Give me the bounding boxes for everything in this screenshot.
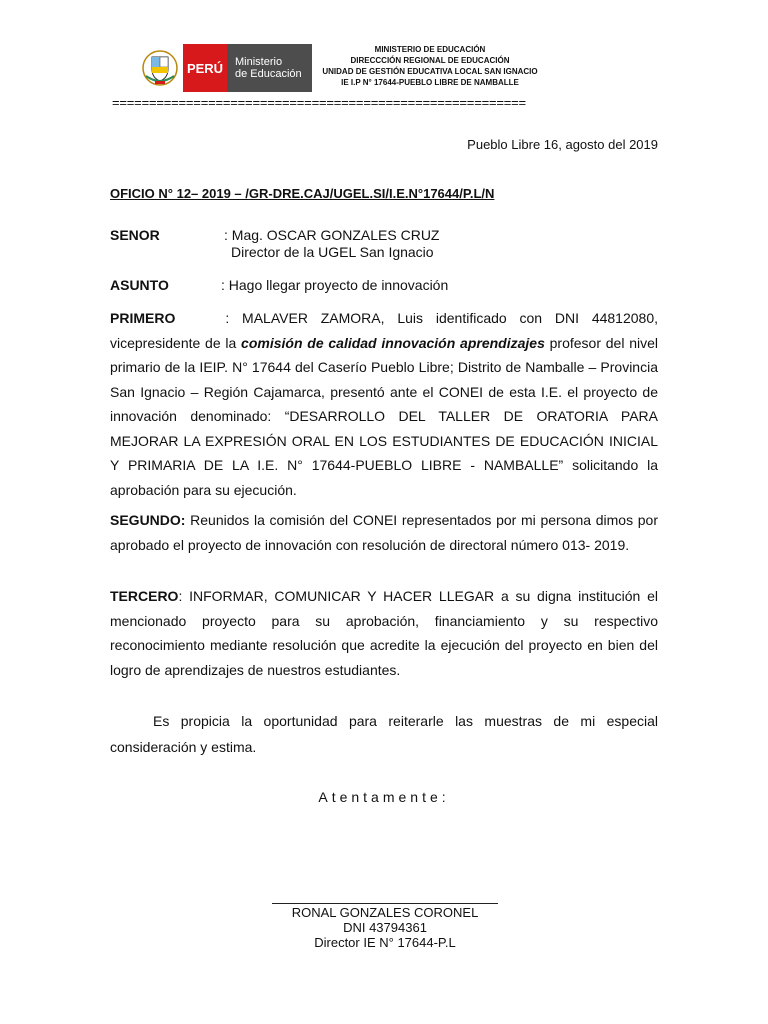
ministry-brand: [227, 44, 312, 92]
header-line-1: MINISTERIO DE EDUCACIÓN: [374, 45, 486, 54]
paragraph-segundo: [110, 508, 658, 557]
header-line-3: UNIDAD DE GESTIÓN EDUCATIVA LOCAL SAN IGNACIO: [322, 67, 538, 76]
primero-text-b: profesor del nivel primario de la IEIP. N° 17644 del Caserío Pueblo Libre; Distrito de Namballe – Provincia San Ignacio – Región Cajamarca, presentó ante el CONEI de esta I.E. el proyecto de innovación denominado: “DESARROLLO DEL TALLER DE ORATORIA PARA MEJORAR LA EXPRESIÓN ORAL EN LOS ESTUDIANTES DE EDUCACIÓN INICIAL Y PRIMARIA DE LA I.E. N° 17644-PUEBLO LIBRE - NAMBALLE” solicitando la aprobación para su ejecución.: [110, 334, 658, 498]
coat-of-arms-icon: [137, 44, 183, 92]
separator-rule: ========================================================: [112, 95, 526, 110]
signer-role: Director IE N° 17644-P.L: [314, 935, 456, 950]
closing-paragraph: Es propicia la oportunidad para reiterarle las muestras de mi especial consideración y estima.: [110, 713, 658, 755]
atentamente: Atentamente:: [318, 789, 450, 805]
tercero-text: : INFORMAR, COMUNICAR Y HACER LLEGAR a su digna institución el mencionado proyecto para su aprobación, financiamiento y su respectivo reconocimiento mediante resolución que acredite la ejecución del proyecto en bien del logro de aprendizajes de nuestros estudiantes.: [110, 588, 658, 678]
primero-label: PRIMERO: [110, 310, 176, 326]
senor-label: SENOR: [110, 227, 160, 243]
recipient-title: Director de la UGEL San Ignacio: [231, 244, 434, 260]
paragraph-tercero: [110, 584, 658, 682]
signature-line: [272, 903, 498, 904]
peru-brand: PERÚ: [183, 44, 227, 92]
segundo-text: Reunidos la comisión del CONEI representados por mi persona dimos por aprobado el proyecto de innovación con resolución de directoral número 013- 2019.: [110, 512, 658, 553]
letter-date: Pueblo Libre 16, agosto del 2019: [467, 137, 658, 152]
institution-header: [320, 44, 540, 88]
paragraph-primero: [110, 306, 658, 502]
ministry-line-1: Ministerio: [235, 56, 283, 68]
header-line-2: DIRECCCIÓN REGIONAL DE EDUCACIÓN: [350, 56, 510, 65]
asunto-text: : Hago llegar proyecto de innovación: [221, 277, 449, 293]
oficio-reference: OFICIO N° 12– 2019 – /GR-DRE.CAJ/UGEL.SI/I.E.N°17644/P.L/N: [110, 186, 495, 201]
recipient-name: : Mag. OSCAR GONZALES CRUZ: [224, 227, 440, 243]
primero-emphasis: comisión de calidad innovación aprendizajes: [241, 334, 545, 351]
ministry-line-2: de Educación: [235, 68, 302, 80]
ministry-logo: [137, 44, 312, 92]
header-line-4: IE I.P N° 17644-PUEBLO LIBRE DE NAMBALLE: [341, 78, 519, 87]
primero-text-a: : MALAVER ZAMORA, Luis identificado con DNI 44812080, vicepresidente de la: [110, 310, 658, 351]
asunto-label: ASUNTO: [110, 277, 169, 293]
segundo-label: SEGUNDO:: [110, 512, 186, 528]
signer-name: RONAL GONZALES CORONEL: [291, 905, 479, 920]
tercero-label: TERCERO: [110, 588, 179, 604]
signer-dni: DNI 43794361: [343, 920, 427, 935]
